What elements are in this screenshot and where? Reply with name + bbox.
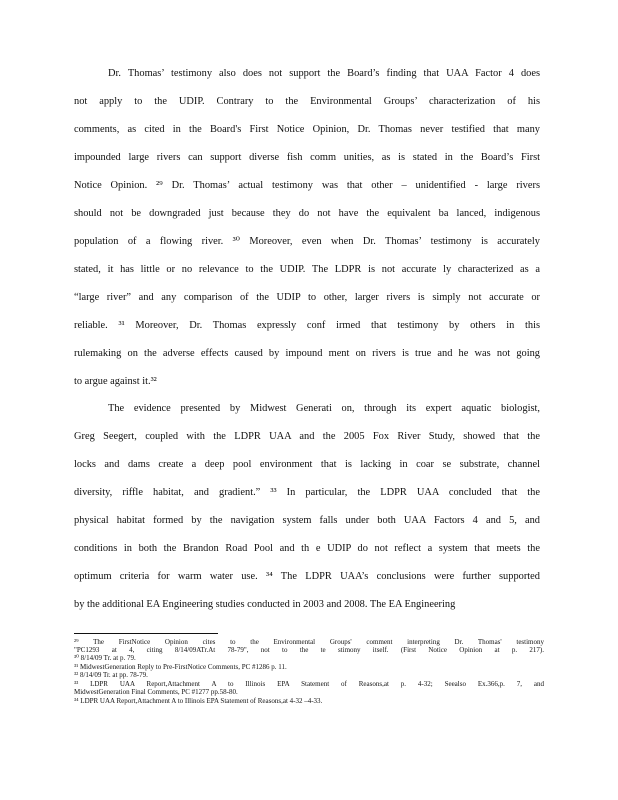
footnote-line: ³⁰ 8/14/09 Tr. at p. 79. — [74, 654, 136, 662]
body-line: to argue against it.³² — [74, 376, 157, 387]
body-line: diversity, riffle habitat, and gradient.” ³³ In particular, the LDPR UAA concluded that the — [74, 487, 540, 498]
body-line: by the additional EA Engineering studies conducted in 2003 and 2008. The EA Engineering — [74, 599, 456, 610]
body-line: Greg Seegert, coupled with the LDPR UAA and the 2005 Fox River Study, showed that the — [74, 431, 540, 442]
footnote-separator — [74, 633, 218, 634]
body-line: physical habitat formed by the navigation system falls under both UAA Factors 4 and 5, and — [74, 515, 540, 526]
body-line: optimum criteria for warm water use. ³⁴ The LDPR UAA’s conclusions were further supported — [74, 571, 540, 582]
body-line: locks and dams create a deep pool environment that is lacking in coar se substrate, channel — [74, 459, 540, 470]
footnote-line: ³³ LDPR UAA Report,Attachment A to Illinois EPA Statement of Reasons,at p. 4-32; Seealso Ex.366,p. 7, and — [74, 680, 544, 688]
footnote-line: ²⁹ The FirstNotice Opinion cites to the Environmental Groups' comment interpreting Dr. Thomas' testimony — [74, 638, 544, 646]
body-line: “large river” and any comparison of the UDIP to other, larger rivers is simply not accurate or — [74, 292, 540, 303]
body-line: population of a flowing river. ³⁰ Moreover, even when Dr. Thomas’ testimony is accurately — [74, 236, 540, 247]
body-line: not apply to the UDIP. Contrary to the Environmental Groups’ characterization of his — [74, 96, 540, 107]
body-line: reliable. ³¹ Moreover, Dr. Thomas expressly conf irmed that testimony by others in this — [74, 320, 540, 331]
footnote-line: MidwestGeneration Final Comments, PC #1277 pp.58-80. — [74, 688, 238, 696]
body-line: comments, as cited in the Board's First Notice Opinion, Dr. Thomas never testified that many — [74, 124, 540, 135]
body-line: impounded large rivers can support diverse fish comm unities, as is stated in the Board’s First — [74, 152, 540, 163]
body-line: Notice Opinion. ²⁹ Dr. Thomas’ actual testimony was that other – unidentified - large rivers — [74, 180, 540, 191]
body-line: should not be downgraded just because they do not have the equivalent ba lanced, indigenous — [74, 208, 540, 219]
footnote-line: ³¹ MidwestGeneration Reply to Pre-FirstNotice Comments, PC #1286 p. 11. — [74, 663, 287, 671]
body-line: rulemaking on the adverse effects caused by impound ment on rivers is true and he was not going — [74, 348, 540, 359]
body-line: Dr. Thomas’ testimony also does not support the Board’s finding that UAA Factor 4 does — [108, 68, 540, 79]
footnote-line: "PC1293 at 4, citing 8/14/09ATr.At 78-79", not to the te stimony itself. (First Notice Opinion at p. 217). — [74, 646, 544, 654]
body-line: The evidence presented by Midwest Generati on, through its expert aquatic biologist, — [108, 403, 540, 414]
footnote-line: ³⁴ LDPR UAA Report,Attachment A to Illinois EPA Statement of Reasons,at 4-32 –4-33. — [74, 697, 323, 705]
body-line: stated, it has little or no relevance to the UDIP. The LDPR is not accurate ly characterized as a — [74, 264, 540, 275]
footnote-line: ³² 8/14/09 Tr. at pp. 78-79. — [74, 671, 148, 679]
body-line: conditions in both the Brandon Road Pool and th e UDIP do not reflect a system that meets the — [74, 543, 540, 554]
